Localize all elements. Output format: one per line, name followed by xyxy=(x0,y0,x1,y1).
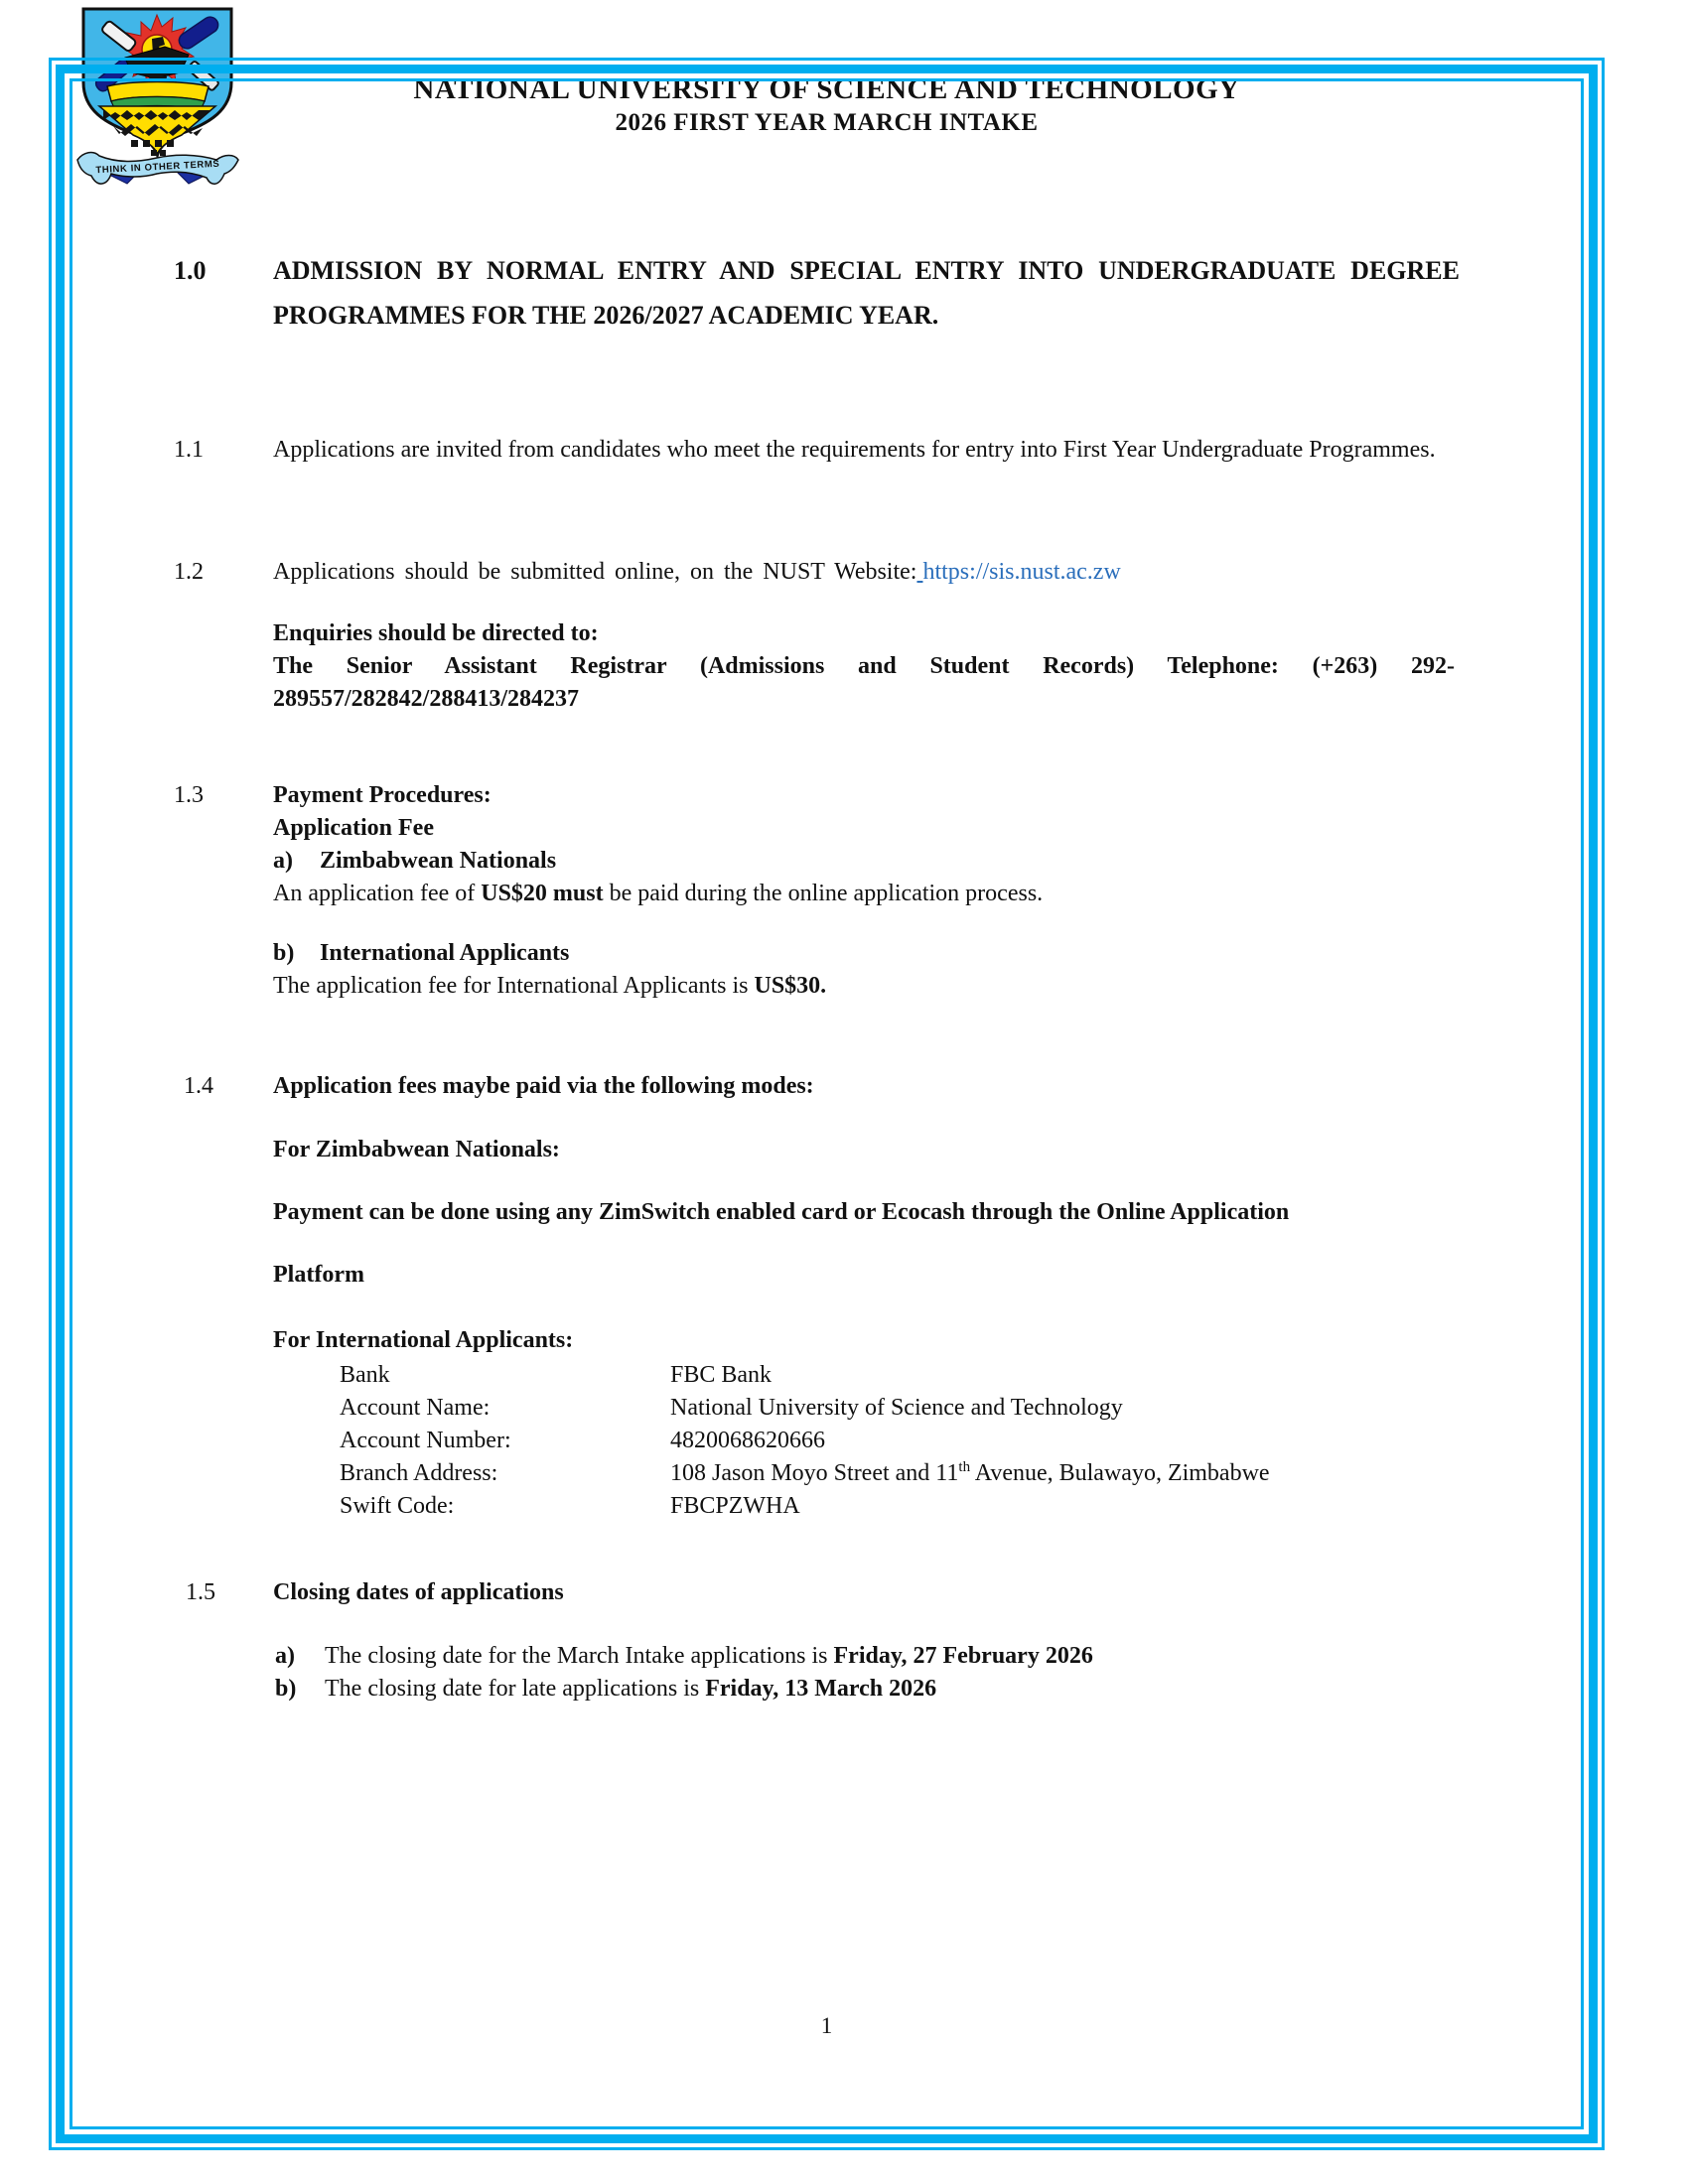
account-name-label: Account Name: xyxy=(340,1395,491,1421)
nust-website-link[interactable]: https://sis.nust.ac.zw xyxy=(922,559,1121,585)
section-heading: ADMISSION BY NORMAL ENTRY AND SPECIAL ENTRY INTO UNDERGRADUATE DEGREE PROGRAMMES FOR THE 2026/2027 ACADEMIC YEAR. xyxy=(273,256,1460,330)
motto-ribbon xyxy=(77,153,238,185)
list-item-title: Zimbabwean Nationals xyxy=(320,848,557,874)
enquiries-heading: Enquiries should be directed to: xyxy=(273,620,599,646)
payment-procedures-heading: Payment Procedures: xyxy=(273,782,492,808)
shield-pattern xyxy=(99,106,215,156)
application-fee-heading: Application Fee xyxy=(273,815,434,841)
university-name-title: NATIONAL UNIVERSITY OF SCIENCE AND TECHNOLOGY xyxy=(413,73,1240,105)
section-1-0 xyxy=(174,248,1460,338)
closing-date-text: The closing date for the March Intake applications is xyxy=(325,1643,834,1669)
fee-zimbabwean-line xyxy=(273,878,1460,910)
intl-applicants-heading: For International Applicants: xyxy=(273,1327,574,1353)
table-row xyxy=(273,1425,1455,1457)
closing-dates-heading: Closing dates of applications xyxy=(273,1579,564,1605)
closing-dates-list xyxy=(275,1640,1457,1706)
closing-date-text: The closing date for late applications is xyxy=(325,1676,706,1702)
closing-date-value: Friday, 27 February 2026 xyxy=(833,1643,1093,1669)
table-row xyxy=(273,1457,1455,1490)
fee-text: The application fee for International Applicants is xyxy=(273,973,755,999)
list-marker: b) xyxy=(273,940,295,966)
section-number: 1.5 xyxy=(186,1579,215,1605)
account-name-value: National University of Science and Technology xyxy=(670,1395,1123,1421)
swift-code-label: Swift Code: xyxy=(340,1493,455,1519)
branch-address-label: Branch Address: xyxy=(340,1460,498,1486)
section-number: 1.3 xyxy=(174,782,204,808)
list-marker: a) xyxy=(275,1643,295,1669)
fee-text: An application fee of xyxy=(273,881,482,906)
section-1-5 xyxy=(174,1576,1460,1609)
international-applicants-block xyxy=(273,1324,1455,1523)
address-text: Avenue, Bulawayo, Zimbabwe xyxy=(970,1460,1270,1486)
closing-date-late xyxy=(325,1673,936,1706)
website-sentence: Applications should be submitted online, on the NUST Website: xyxy=(273,559,917,585)
section-number: 1.4 xyxy=(184,1073,213,1099)
table-row xyxy=(273,1392,1455,1425)
fee-text: be paid during the online application process. xyxy=(603,881,1044,906)
list-item-a xyxy=(273,845,1460,878)
page-border-inner xyxy=(70,78,1584,2129)
section-text xyxy=(273,556,1460,589)
university-logo xyxy=(70,3,246,194)
section-1-4 xyxy=(174,1070,1460,1103)
ordinal-superscript: th xyxy=(958,1459,971,1475)
list-marker: b) xyxy=(275,1676,297,1702)
section-number: 1.2 xyxy=(174,559,204,585)
account-number-label: Account Number: xyxy=(340,1428,511,1453)
enquiries-line2: 289557/282842/288413/284237 xyxy=(273,686,580,712)
zim-nationals-heading: For Zimbabwean Nationals: xyxy=(273,1137,560,1162)
account-number-value: 4820068620666 xyxy=(670,1428,825,1453)
zim-payment-line1: Payment can be done using any ZimSwitch enabled card or Ecocash through the Online Application xyxy=(273,1199,1290,1225)
bank-label: Bank xyxy=(340,1362,390,1388)
list-item-b xyxy=(273,937,1455,970)
section-1-3b xyxy=(273,937,1455,1003)
section-1-1 xyxy=(174,434,1460,467)
fee-amount: US$20 must xyxy=(481,881,604,906)
section-text: Applications are invited from candidates who meet the requirements for entry into First Year Undergraduate Programmes. xyxy=(273,437,1436,463)
section-1-2 xyxy=(174,556,1460,589)
bank-value: FBC Bank xyxy=(670,1362,773,1388)
closing-date-value: Friday, 13 March 2026 xyxy=(705,1676,937,1702)
list-item-b xyxy=(275,1673,1457,1706)
swift-code-value: FBCPZWHA xyxy=(670,1493,800,1519)
bank-details-table xyxy=(273,1359,1455,1523)
zim-payment-line2: Platform xyxy=(273,1262,364,1288)
section-number: 1.0 xyxy=(174,256,207,285)
table-row xyxy=(273,1490,1455,1523)
enquiries-block xyxy=(273,617,1455,716)
table-row xyxy=(273,1359,1455,1392)
page-number: 1 xyxy=(820,2013,833,2038)
closing-date-march xyxy=(325,1640,1093,1673)
section-1-3 xyxy=(174,779,1460,910)
payment-modes-heading: Application fees maybe paid via the following modes: xyxy=(273,1073,814,1099)
list-item-a xyxy=(275,1640,1457,1673)
page-border-middle xyxy=(56,65,1598,2143)
fee-amount: US$30. xyxy=(754,973,827,999)
logo-motto-text: THINK IN OTHER TERMS xyxy=(95,158,220,177)
section-body xyxy=(273,779,1460,910)
fee-international-line xyxy=(273,970,1455,1003)
page-border-outer xyxy=(49,58,1605,2150)
branch-address-value xyxy=(670,1457,1455,1490)
list-marker: a) xyxy=(273,848,293,874)
list-item-title: International Applicants xyxy=(320,940,570,966)
intake-title: 2026 FIRST YEAR MARCH INTAKE xyxy=(615,109,1039,136)
enquiries-line1: The Senior Assistant Registrar (Admissions and Student Records) Telephone: (+263) 292- xyxy=(273,653,1455,679)
section-number: 1.1 xyxy=(174,437,204,463)
address-text: 108 Jason Moyo Street and 11 xyxy=(670,1460,959,1486)
